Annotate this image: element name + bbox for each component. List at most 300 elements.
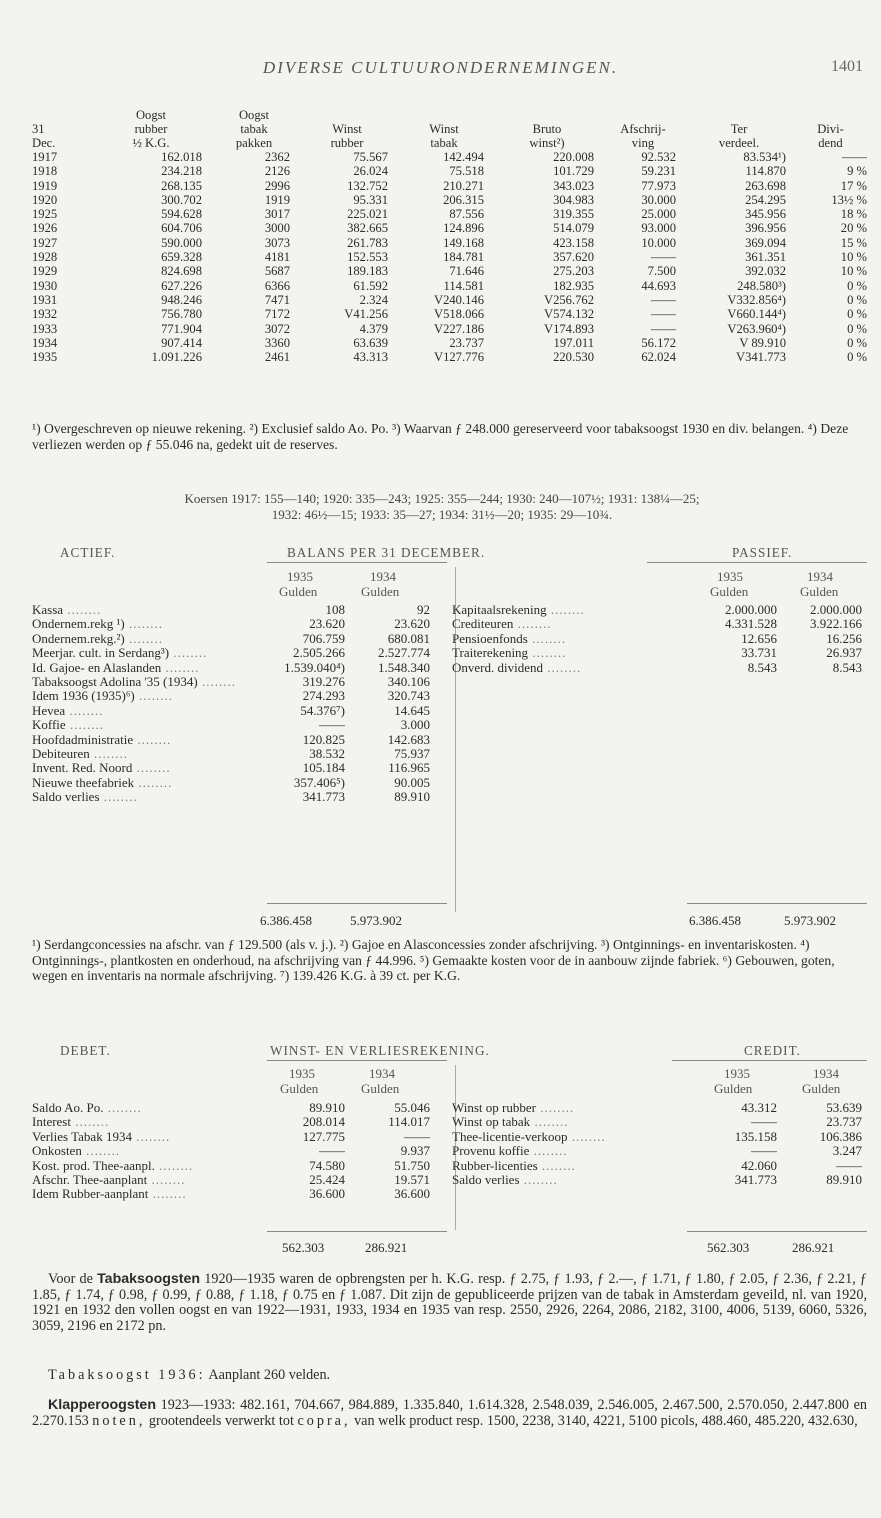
credit-value-1934: 23.737 — [826, 1114, 862, 1130]
actief-value-1934: 116.965 — [388, 760, 430, 776]
production-cell: 0 % — [847, 335, 867, 350]
production-cell: —— — [650, 250, 676, 265]
production-cell: 2461 — [264, 350, 290, 365]
actief-row — [32, 761, 430, 775]
credit-value-1935: 43.312 — [741, 1100, 777, 1115]
production-cell: V518.066 — [433, 307, 484, 322]
production-cell: 948.246 — [161, 292, 202, 307]
production-cell: 343.023 — [553, 178, 594, 193]
debet-total-1935: 562.303 — [282, 1240, 325, 1255]
passief-unit-2: Gulden — [800, 584, 839, 599]
actief-label: Invent. Red. Noord ........ — [32, 760, 171, 776]
production-cell: V174.893 — [543, 321, 594, 336]
debet-value-1935: 89.910 — [309, 1100, 345, 1115]
actief-value-1935: 108 — [325, 602, 345, 617]
debet-value-1934: 9.937 — [400, 1143, 430, 1159]
production-header-cell: Bruto winst²) — [529, 122, 565, 150]
credit-row — [452, 1159, 862, 1173]
footnote-production: ¹) Overgeschreven op nieuwe rekening. ²) Exclusief saldo Ao. Po. ³) Waarvan ƒ 248.000 gereserveerd voor tabaksoogst 1930 en div. belangen. ⁴) Deze verliezen werden op ƒ 55.046 na, gedekt uit de reserves. — [32, 421, 849, 452]
production-cell: 0 % — [847, 307, 867, 322]
production-row — [32, 264, 867, 278]
production-table-body — [32, 150, 867, 364]
debet-value-1935: 25.424 — [309, 1172, 345, 1188]
production-cell: 1933 — [32, 321, 58, 336]
production-cell: 4181 — [264, 250, 290, 265]
actief-value-1934: 1.548.340 — [378, 659, 430, 675]
production-cell: 184.781 — [443, 250, 484, 265]
production-header-cell: Winst tabak — [429, 122, 459, 150]
passief-year-1934: 1934 — [807, 569, 833, 584]
production-cell: 59.231 — [641, 164, 676, 179]
production-cell: V660.144⁴) — [727, 307, 786, 322]
debet-label: Verlies Tabak 1934 ........ — [32, 1128, 171, 1144]
actief-label: Meerjar. cult. in Serdang³) ........ — [32, 645, 208, 661]
credit-value-1935: —— — [751, 1114, 777, 1130]
actief-label: Debiteuren ........ — [32, 746, 129, 762]
actief-value-1935: 38.532 — [309, 746, 345, 762]
actief-value-1935: —— — [319, 717, 345, 733]
debet-value-1935: —— — [319, 1143, 345, 1159]
production-cell: 0 % — [847, 321, 867, 336]
passief-total-1934: 5.973.902 — [784, 913, 836, 928]
production-cell: 87.556 — [449, 207, 484, 222]
actief-value-1935: 319.276 — [302, 674, 345, 690]
production-cell: 396.956 — [745, 221, 786, 236]
production-cell: 1927 — [32, 235, 58, 250]
debet-value-1934: 51.750 — [394, 1157, 430, 1173]
actief-table — [32, 603, 430, 805]
production-cell: —— — [650, 321, 676, 336]
production-row — [32, 150, 867, 164]
debet-value-1934: 36.600 — [394, 1186, 430, 1202]
actief-value-1935: 1.539.040⁴) — [284, 659, 345, 675]
actief-value-1934: 142.683 — [387, 731, 430, 747]
production-cell: 225.021 — [347, 207, 388, 222]
production-header-cell: 31 Dec. — [32, 122, 56, 150]
production-cell: 275.203 — [553, 264, 594, 279]
credit-value-1934: 53.639 — [826, 1100, 862, 1115]
actief-row — [32, 661, 430, 675]
actief-label: Hevea ........ — [32, 702, 104, 718]
credit-label: Saldo verlies ........ — [452, 1172, 558, 1188]
koersen-line-2: 1932: 46½—15; 1933: 35—27; 1934: 31½—20; 1935: 29—10¾. — [271, 507, 613, 522]
production-cell: 1928 — [32, 250, 58, 265]
actief-value-1934: 340.106 — [387, 674, 430, 690]
production-table — [32, 108, 867, 364]
production-header-cell: Ter verdeel. — [718, 122, 760, 150]
production-cell: 77.973 — [641, 178, 676, 193]
production-cell: 756.780 — [161, 307, 202, 322]
production-cell: V41.256 — [344, 307, 388, 322]
production-cell: 594.628 — [161, 207, 202, 222]
credit-value-1934: 3.247 — [832, 1143, 862, 1159]
actief-label: Idem 1936 (1935)⁶) ........ — [32, 688, 173, 704]
production-cell: 3360 — [264, 335, 290, 350]
debet-row — [32, 1130, 430, 1144]
production-cell: 75.518 — [449, 164, 484, 179]
tabaksoogsten-heading: Tabaksoogsten — [97, 1271, 201, 1287]
actief-value-1934: 75.937 — [394, 746, 430, 762]
passief-row — [452, 617, 862, 631]
passief-label: Onverd. dividend ........ — [452, 659, 582, 675]
production-row — [32, 307, 867, 321]
debet-row — [32, 1173, 430, 1187]
production-cell: —— — [841, 150, 867, 164]
klapper-text-3: van welk product resp. 1500, 2238, 3140, 4221, 5100 picols, 488.460, 485.220, 432.630, — [354, 1412, 858, 1429]
passief-row — [452, 661, 862, 675]
production-cell: 261.783 — [347, 235, 388, 250]
passief-value-1935: 8.543 — [747, 659, 777, 675]
credit-label: Provenu koffie ........ — [452, 1143, 568, 1159]
production-cell: 10.000 — [641, 235, 676, 250]
credit-heading: CREDIT. — [744, 1043, 801, 1058]
production-cell: 423.158 — [553, 235, 594, 250]
production-cell: 25.000 — [641, 207, 676, 222]
production-cell: 1931 — [32, 292, 58, 307]
actief-row — [32, 632, 430, 646]
klapperoogsten-heading: Klapperoogsten — [48, 1397, 156, 1413]
debet-value-1934: 114.017 — [388, 1114, 430, 1130]
production-cell: 1.091.226 — [151, 350, 202, 365]
credit-total-1934: 286.921 — [792, 1240, 835, 1255]
actief-value-1935: 120.825 — [302, 731, 345, 747]
production-cell: 13½ % — [831, 192, 867, 207]
debet-label: Kost. prod. Thee-aanpl. ........ — [32, 1157, 194, 1173]
production-row — [32, 164, 867, 178]
production-cell: 124.896 — [443, 221, 484, 236]
debet-heading: DEBET. — [60, 1043, 111, 1058]
actief-value-1935: 105.184 — [302, 760, 345, 776]
credit-label: Winst op tabak ........ — [452, 1114, 569, 1130]
production-cell: 210.271 — [443, 178, 484, 193]
actief-value-1934: 14.645 — [394, 702, 430, 718]
production-cell: V 89.910 — [739, 335, 786, 350]
debet-value-1935: 127.775 — [302, 1128, 345, 1144]
production-cell: 627.226 — [161, 278, 202, 293]
debet-value-1935: 74.580 — [309, 1157, 345, 1173]
passief-label: Pensioenfonds ........ — [452, 630, 567, 646]
production-cell: V341.773 — [735, 350, 786, 365]
production-cell: 1935 — [32, 350, 58, 365]
production-header-cell: Oogst tabak pakken — [235, 108, 273, 150]
production-cell: 0 % — [847, 292, 867, 307]
credit-unit-2: Gulden — [802, 1081, 841, 1096]
production-cell: 62.024 — [641, 350, 676, 365]
passief-value-1935: 12.656 — [741, 630, 777, 646]
passief-value-1934: 16.256 — [826, 630, 862, 646]
production-cell: 1934 — [32, 335, 58, 350]
debet-row — [32, 1159, 430, 1173]
production-cell: 206.315 — [443, 192, 484, 207]
credit-year-1934: 1934 — [813, 1066, 839, 1081]
production-cell: V227.186 — [433, 321, 484, 336]
passief-label: Traiterekening ........ — [452, 645, 567, 661]
production-cell: 4.379 — [359, 321, 388, 336]
credit-row — [452, 1130, 862, 1144]
passief-label: Kapitaalsrekening ........ — [452, 602, 585, 617]
actief-value-1935: 54.376⁷) — [300, 702, 345, 718]
production-cell: 10 % — [840, 264, 867, 279]
balans-year-1935: 1935 — [287, 569, 313, 584]
production-cell: 83.534¹) — [743, 150, 786, 164]
production-cell: V240.146 — [433, 292, 484, 307]
passief-value-1934: 2.000.000 — [810, 602, 862, 617]
tabaksoogst-1936-text: Aanplant 260 velden. — [208, 1367, 331, 1383]
winst-year-1934: 1934 — [369, 1066, 395, 1081]
production-cell: 1918 — [32, 164, 58, 179]
balans-unit-2: Gulden — [361, 584, 400, 599]
debet-label: Interest ........ — [32, 1114, 110, 1130]
production-cell: 26.024 — [353, 164, 388, 179]
production-cell: 23.737 — [449, 335, 484, 350]
production-row — [32, 293, 867, 307]
debet-value-1934: —— — [404, 1128, 430, 1144]
actief-value-1935: 23.620 — [309, 616, 345, 632]
passief-value-1934: 3.922.166 — [810, 616, 862, 632]
production-cell: 63.639 — [353, 335, 388, 350]
production-cell: 189.183 — [347, 264, 388, 279]
passief-unit-1: Gulden — [710, 584, 749, 599]
production-cell: 17 % — [840, 178, 867, 193]
production-cell: 369.094 — [745, 235, 786, 250]
production-cell: 1919 — [264, 192, 290, 207]
credit-label: Winst op rubber ........ — [452, 1100, 575, 1115]
balans-unit-1: Gulden — [279, 584, 318, 599]
actief-label: Ondernem.rekg.²) ........ — [32, 630, 163, 646]
production-cell: 659.328 — [161, 250, 202, 265]
actief-value-1934: 3.000 — [400, 717, 430, 733]
production-cell: V332.856⁴) — [727, 292, 786, 307]
production-cell: 1932 — [32, 307, 58, 322]
debet-label: Afschr. Thee-aanplant ........ — [32, 1172, 186, 1188]
actief-heading: ACTIEF. — [60, 545, 116, 560]
actief-label: Kassa ........ — [32, 602, 102, 617]
passief-label: Crediteuren ........ — [452, 616, 552, 632]
klapper-noten: noten, — [92, 1412, 146, 1429]
production-cell: 300.702 — [161, 192, 202, 207]
production-cell: 382.665 — [347, 221, 388, 236]
production-cell: —— — [650, 307, 676, 322]
production-cell: 1917 — [32, 150, 58, 164]
passief-row — [452, 646, 862, 660]
actief-value-1935: 706.759 — [302, 630, 345, 646]
winst-unit-1: Gulden — [280, 1081, 319, 1096]
actief-row — [32, 617, 430, 631]
debet-row — [32, 1187, 430, 1201]
production-cell: 61.592 — [353, 278, 388, 293]
balance-sheet — [32, 545, 867, 930]
production-cell: 0 % — [847, 350, 867, 365]
production-cell: 907.414 — [161, 335, 202, 350]
credit-value-1935: —— — [751, 1143, 777, 1159]
actief-label: Hoofdadministratie ........ — [32, 731, 172, 747]
production-cell: 132.752 — [347, 178, 388, 193]
actief-row — [32, 704, 430, 718]
actief-row — [32, 747, 430, 761]
actief-value-1935: 357.406⁵) — [293, 774, 345, 790]
production-header-cell: Afschrij- ving — [620, 122, 666, 150]
actief-row — [32, 733, 430, 747]
production-cell: 7172 — [264, 307, 290, 322]
passief-year-1935: 1935 — [717, 569, 743, 584]
production-cell: V574.132 — [543, 307, 594, 322]
production-cell: 56.172 — [641, 335, 676, 350]
production-cell: 319.355 — [553, 207, 594, 222]
actief-row — [32, 675, 430, 689]
production-cell: 3000 — [264, 221, 290, 236]
actief-row — [32, 776, 430, 790]
production-cell: 114.870 — [745, 164, 786, 179]
actief-row — [32, 646, 430, 660]
production-row — [32, 322, 867, 336]
production-cell: 248.580³) — [737, 278, 786, 293]
credit-value-1934: 89.910 — [826, 1172, 862, 1188]
debet-value-1935: 36.600 — [309, 1186, 345, 1202]
actief-value-1934: 680.081 — [387, 630, 430, 646]
passief-value-1934: 8.543 — [832, 659, 862, 675]
debet-row — [32, 1101, 430, 1115]
actief-row — [32, 689, 430, 703]
production-cell: 254.295 — [745, 192, 786, 207]
production-cell: 2362 — [264, 150, 290, 164]
credit-value-1934: 106.386 — [819, 1128, 862, 1144]
credit-value-1935: 42.060 — [741, 1157, 777, 1173]
winst-title: WINST- EN VERLIESREKENING. — [270, 1043, 490, 1058]
production-row — [32, 179, 867, 193]
production-cell: 197.011 — [553, 335, 594, 350]
production-header-cell: Oogst rubber ½ K.G. — [132, 108, 170, 150]
production-cell: 101.729 — [553, 164, 594, 179]
tabaksoogst-1936-line — [32, 1368, 867, 1384]
production-cell: 2126 — [264, 164, 290, 179]
production-row — [32, 207, 867, 221]
actief-value-1934: 89.910 — [394, 789, 430, 805]
actief-row — [32, 790, 430, 804]
production-cell: 7471 — [264, 292, 290, 307]
production-cell: 152.553 — [347, 250, 388, 265]
winst-unit-2: Gulden — [361, 1081, 400, 1096]
production-cell: 18 % — [840, 207, 867, 222]
passief-row — [452, 632, 862, 646]
actief-value-1934: 320.743 — [387, 688, 430, 704]
credit-value-1934: —— — [836, 1157, 862, 1173]
production-cell: 95.331 — [353, 192, 388, 207]
production-cell: 234.218 — [161, 164, 202, 179]
production-cell: 92.532 — [641, 150, 676, 164]
production-header-cell: Divi- dend — [817, 122, 844, 150]
production-cell: 1930 — [32, 278, 58, 293]
page-number: 1401 — [831, 58, 863, 75]
production-cell: 43.313 — [353, 350, 388, 365]
production-cell: 361.351 — [745, 250, 786, 265]
debet-value-1934: 55.046 — [394, 1100, 430, 1115]
production-cell: 3072 — [264, 321, 290, 336]
production-cell: V127.776 — [433, 350, 484, 365]
actief-label: Id. Gajoe- en Alaslanden ........ — [32, 659, 200, 675]
production-cell: 2996 — [264, 178, 290, 193]
passief-value-1935: 33.731 — [741, 645, 777, 661]
production-cell: 9 % — [847, 164, 867, 179]
actief-value-1934: 92 — [417, 602, 430, 617]
credit-label: Rubber-licenties ........ — [452, 1157, 576, 1173]
production-cell: V263.960⁴) — [727, 321, 786, 336]
production-cell: 71.646 — [449, 264, 484, 279]
production-cell: 44.693 — [641, 278, 676, 293]
production-cell: 357.620 — [553, 250, 594, 265]
production-row — [32, 193, 867, 207]
credit-row — [452, 1115, 862, 1129]
production-cell: 0 % — [847, 278, 867, 293]
footnote-balance: ¹) Serdangconcessies na afschr. van ƒ 129.500 (als v. j.). ²) Gajoe en Alasconcessies zonder afschrijving. ³) Ontginnings- en inventariskosten. ⁴) Ontginnings-, plantkosten en onderhoud, na afschrijving van ƒ 44.996. ⁵) Gemaakte kosten voor de in aanbouw zijnde fabriek. ⁶) Gebouwen, goten, wegen en inventaris na normale afschrijving. ⁷) 139.426 K.G. à 39 ct. per K.G. — [32, 937, 835, 983]
credit-table — [452, 1101, 862, 1187]
production-row — [32, 350, 867, 364]
debet-total-1934: 286.921 — [365, 1240, 408, 1255]
debet-value-1935: 208.014 — [302, 1114, 345, 1130]
klapper-copra: copra, — [297, 1412, 351, 1429]
production-cell: 20 % — [840, 221, 867, 236]
production-row — [32, 221, 867, 235]
production-cell: 1919 — [32, 178, 58, 193]
actief-value-1935: 2.505.266 — [293, 645, 345, 661]
production-cell: —— — [650, 292, 676, 307]
production-row — [32, 336, 867, 350]
actief-row — [32, 718, 430, 732]
actief-label: Koffie ........ — [32, 717, 104, 733]
actief-value-1934: 23.620 — [394, 616, 430, 632]
production-cell: 75.567 — [353, 150, 388, 164]
production-cell: 304.983 — [553, 192, 594, 207]
klapper-text-1: 1923—1933: 482.161, 704.667, 984.889, 1.335.840, 1.614.328, 2.548.039, 2.546.005, 2.467.500, 2.570.050, 2.447.800 en 2.270.153 — [32, 1397, 867, 1429]
actief-label: Tabaksoogst Adolina '35 (1934) ........ — [32, 674, 236, 690]
credit-value-1935: 135.158 — [734, 1128, 777, 1144]
production-cell: 3017 — [264, 207, 290, 222]
tabaksoogst-1936-label: Tabaksoogst 1936: — [48, 1367, 206, 1383]
production-cell: V256.762 — [543, 292, 594, 307]
credit-unit-1: Gulden — [714, 1081, 753, 1096]
credit-total-1935: 562.303 — [707, 1240, 750, 1255]
winst-year-1935: 1935 — [289, 1066, 315, 1081]
actief-value-1935: 274.293 — [302, 688, 345, 704]
passief-value-1935: 2.000.000 — [725, 602, 777, 617]
klapperoogsten-paragraph — [32, 1398, 867, 1429]
balance-title: BALANS PER 31 DECEMBER. — [287, 545, 486, 560]
production-cell: 182.935 — [553, 278, 594, 293]
production-cell: 7.500 — [647, 264, 676, 279]
tabaksoogsten-text: 1920—1935 waren de opbrengsten per h. K.G. resp. ƒ 2.75, ƒ 1.93, ƒ 2.—, ƒ 1.71, ƒ 1.80, ƒ 2.05, ƒ 2.36, ƒ 2.21, ƒ 1.85, ƒ 1.74, ƒ 0.98, ƒ 0.99, ƒ 0.88, ƒ 1.18, ƒ 0.75 en ƒ 1.087. Dit zijn de gepubliceerde prijzen van de tabak in Amsterdam geveild, nl. van 1920, 1921 en 1932 den vollen oogst en van 1922—1931, 1933, 1934 en 1935 van resp. 2550, 2926, 2264, 2086, 2182, 3100, 4006, 5139, 6060, 5326, 3059, 2196 en 2172 pn. — [32, 1271, 868, 1334]
debet-row — [32, 1115, 430, 1129]
production-cell: 142.494 — [443, 150, 484, 164]
production-header-cell: Winst rubber — [330, 122, 364, 150]
production-cell: 30.000 — [641, 192, 676, 207]
production-cell: 1920 — [32, 192, 58, 207]
production-row — [32, 236, 867, 250]
production-cell: 149.168 — [443, 235, 484, 250]
passief-value-1935: 4.331.528 — [725, 616, 777, 632]
production-cell: 162.018 — [161, 150, 202, 164]
passief-row — [452, 603, 862, 617]
production-cell: 590.000 — [161, 235, 202, 250]
production-cell: 604.706 — [161, 221, 202, 236]
production-cell: 263.698 — [745, 178, 786, 193]
production-cell: 392.032 — [745, 264, 786, 279]
actief-value-1934: 2.527.774 — [378, 645, 430, 661]
production-cell: 268.135 — [161, 178, 202, 193]
actief-value-1934: 90.005 — [394, 774, 430, 790]
production-cell: 220.530 — [553, 350, 594, 365]
production-cell: 2.324 — [359, 292, 388, 307]
production-cell: 514.079 — [553, 221, 594, 236]
passief-table — [452, 603, 862, 675]
